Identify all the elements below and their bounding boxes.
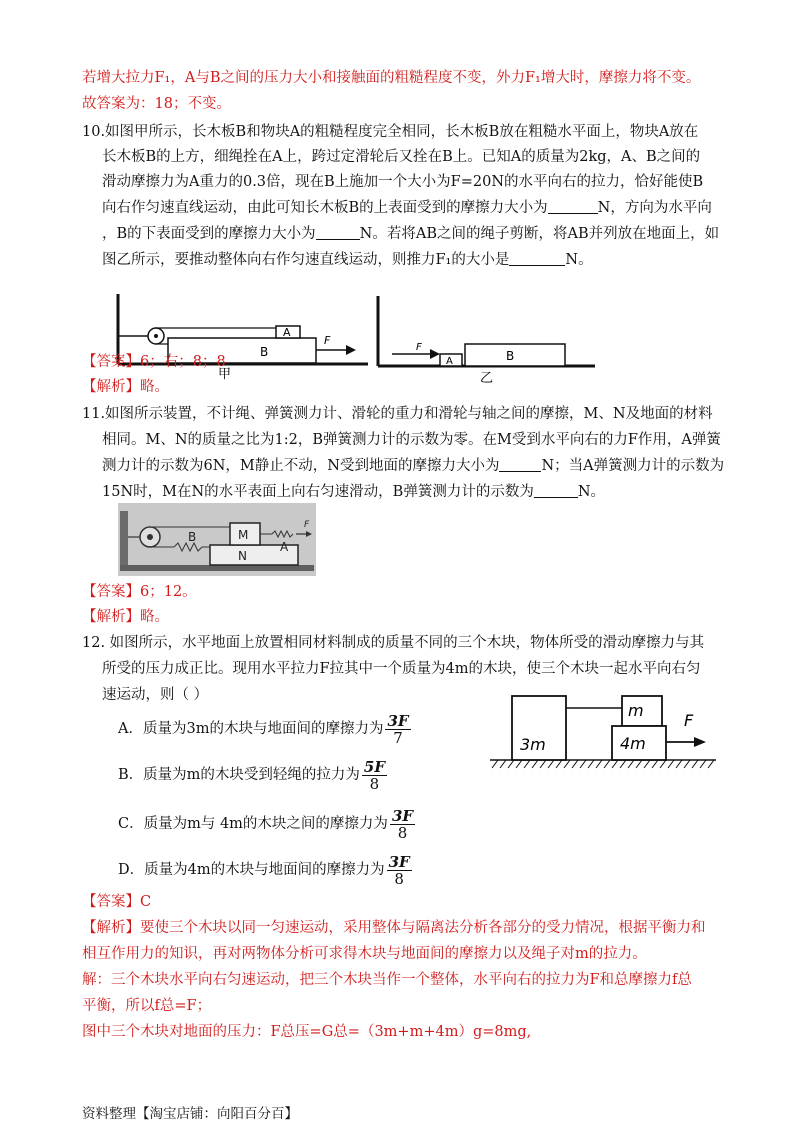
option-b[interactable] [118,757,387,793]
block-b-label: B [506,349,515,363]
force-label: F [416,342,422,353]
solution-line: 平衡，所以f总=F； [82,998,212,1014]
option-d-text: D．质量为4m的木块与地面间的摩擦力为 [118,862,385,878]
figure-yi [370,292,610,384]
answer-blank[interactable] [316,225,360,240]
option-a[interactable] [118,711,411,747]
option-c-text: C．质量为m与 4m的木块之间的摩擦力为 [118,816,388,832]
text-segment: N，方向为水平向 [597,200,712,216]
answer-label: 【答案】 [82,584,140,600]
fraction-denominator: 8 [397,823,408,842]
question-11-line [102,456,724,476]
analysis-label: 【解析】 [82,609,140,625]
answer-line [82,582,197,602]
answer-blank[interactable] [548,199,598,214]
answer-blank[interactable] [509,251,565,266]
figure-q12 [488,690,718,772]
analysis-text: 略。 [140,609,169,625]
text-segment: 15N时，M在N的水平表面上向右匀速滑动，B弹簧测力计的示数为 [102,484,534,500]
text-segment: 向右作匀速直线运动，由此可知长木板B的上表面受到的摩擦力大小为 [102,200,548,216]
analysis-label: 【解析】 [82,920,140,936]
figure-caption: 乙 [480,371,494,384]
fraction-denominator: 7 [393,728,403,747]
text-segment: N。 [577,484,606,500]
spring-a-label: A [280,540,289,554]
answer-label: 【答案】 [82,354,140,370]
force-label: F [304,520,310,530]
option-d[interactable] [118,852,412,888]
force-label: F [684,711,694,730]
analysis-line: 相互作用力的知识，再对两物体分析可求得木块与地面间的摩擦力以及绳子对m的拉力。 [82,946,647,962]
answer-blank[interactable] [499,457,541,472]
fraction-denominator: 8 [369,774,380,793]
question-10-line: 滑动摩擦力为A重力的0.3倍，现在B上施加一个大小为F=20N的水平向右的拉力，恰好能使B [102,174,704,190]
fraction [385,713,410,746]
text-segment: N；当A弹簧测力计的示数为 [541,458,725,474]
question-12-line: 12. 如图所示，水平地面上放置相同材料制成的质量不同的三个木块，物体所受的滑动摩擦力与其 [82,635,705,651]
fraction [362,759,387,792]
analysis-line [82,918,706,938]
question-12-line: 所受的压力成正比。现用水平拉力F拉其中一个质量为4m的木块，使三个木块一起水平向右匀 [102,661,701,677]
analysis-line [82,377,169,397]
fraction-numerator: 5F [363,757,385,776]
page-footer: 资料整理【淘宝店铺：向阳百分百】 [82,1106,298,1122]
block-b-label: B [260,345,269,359]
answer-blank[interactable] [534,483,578,498]
answer-line [82,352,226,372]
fraction-numerator: 3F [387,711,409,730]
option-b-text: B．质量为m的木块受到轻绳的拉力为 [118,767,360,783]
answer-line [82,892,151,912]
option-a-text: A．质量为3m的木块与地面间的摩擦力为 [118,721,384,737]
figure-q11 [118,503,316,576]
question-10-line: 10.如图甲所示，长木板B和物块A的粗糙程度完全相同，长木板B放在粗糙水平面上，物块A放在 [82,124,699,140]
question-10-line [102,198,712,218]
text-segment: N。若将AB之间的绳子剪断，将AB并列放在地面上，如 [359,226,720,242]
text-segment: 测力计的示数为6N，M静止不动，N受到地面的摩擦力大小为 [102,458,500,474]
text-segment: 图乙所示，要推动整体向右作匀速直线运动，则推力F₁的大小是 [102,252,510,268]
answer-text: C [140,894,152,910]
fraction [387,854,412,887]
analysis-text: 略。 [140,379,169,395]
question-11-line: 11.如图所示装置，不计绳、弹簧测力计、滑轮的重力和滑轮与轴之间的摩擦，M、N及地面的材料 [82,406,713,422]
fraction-numerator: 3F [391,806,414,825]
answer-text: 6；右；8；8 [140,354,226,370]
question-11-line [102,482,605,502]
block-m-label: M [238,528,249,542]
question-10-line: 长木板B的上方，细绳拴在A上，跨过定滑轮后又拴在B上。已知A的质量为2kg，A、B之间的 [102,149,701,165]
question-10-line [102,250,593,270]
figure-caption: 甲 [218,367,232,380]
analysis-label: 【解析】 [82,379,140,395]
block-4m-label: 4m [620,734,646,753]
block-3m-label: 3m [520,735,546,754]
answer-text: 6；12。 [140,584,197,600]
fraction-denominator: 8 [394,869,404,888]
text-line: 若增大拉力F₁，A与B之间的压力大小和接触面的粗糙程度不变，外力F₁增大时，摩擦力将不变。 [82,70,701,86]
text-segment: ，B的下表面受到的摩擦力大小为 [102,226,316,242]
question-11-line: 相同。M、N的质量之比为1:2，B弹簧测力计的示数为零。在M受到水平向右的力F作用，A弹簧 [102,432,721,448]
fraction [390,808,415,841]
block-a-label: A [446,356,453,367]
block-n-label: N [238,549,247,563]
question-10-line [102,224,719,244]
spring-b-label: B [188,530,197,544]
block-m-label: m [628,701,644,720]
block-a-label: A [283,326,291,339]
question-12-line: 速运动，则（ ） [102,687,209,703]
force-label: F [324,334,331,347]
solution-line: 图中三个木块对地面的压力：F总压=G总=（3m+m+4m）g=8mg, [82,1024,532,1040]
answer-label: 【答案】 [82,894,140,910]
solution-line: 解：三个木块水平向右匀速运动，把三个木块当作一个整体，水平向右的拉力为F和总摩擦力f总 [82,972,692,988]
analysis-line [82,607,169,627]
analysis-text: 要使三个木块以同一匀速运动，采用整体与隔离法分析各部分的受力情况，根据平衡力和 [140,920,706,936]
text-segment: N。 [565,252,593,268]
text-line: 故答案为：18；不变。 [82,96,231,112]
fraction-numerator: 3F [388,852,410,871]
option-c[interactable] [118,806,415,842]
